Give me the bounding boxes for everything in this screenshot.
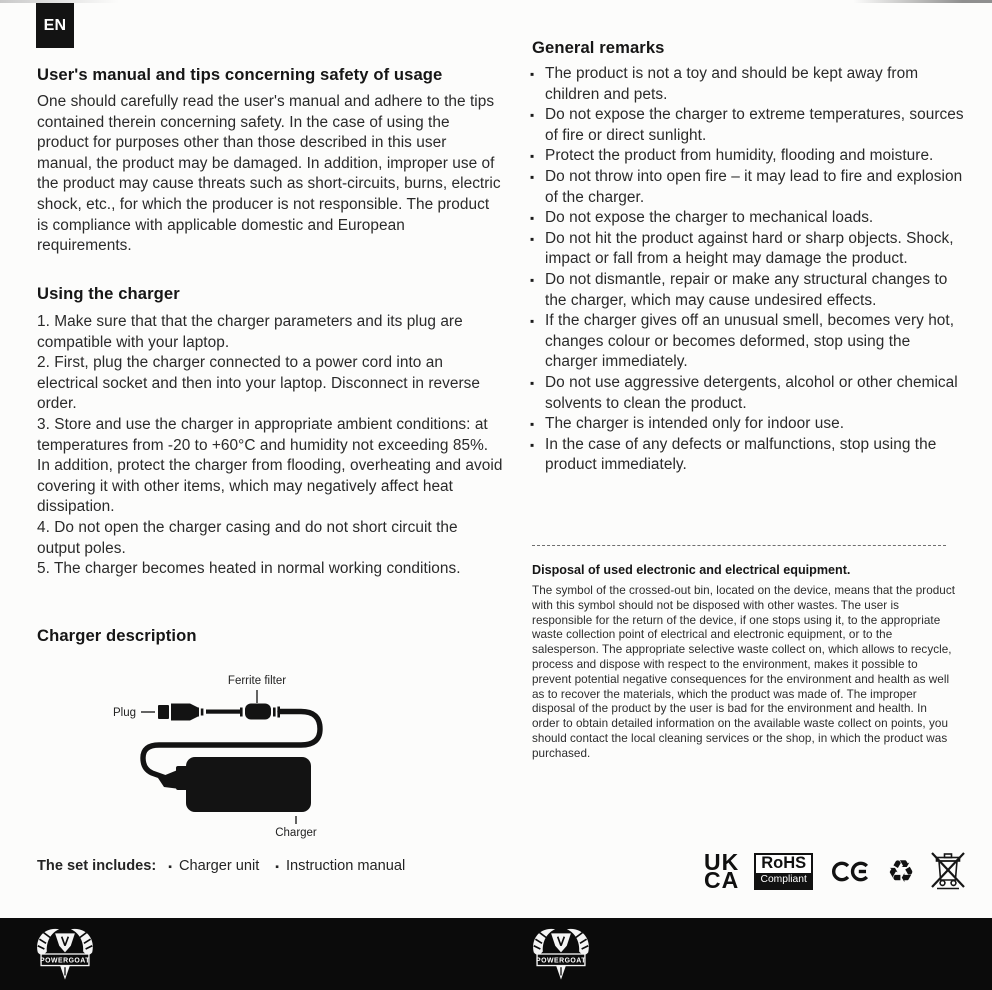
list-item bbox=[530, 208, 964, 229]
set-includes-item bbox=[168, 858, 259, 874]
bullet-icon: ▪ bbox=[530, 149, 535, 164]
remark-text: Do not dismantle, repair or make any structural changes to the charger, which may cause undesired effects. bbox=[545, 270, 948, 309]
list-item bbox=[530, 270, 964, 311]
bullet-icon: ▪ bbox=[275, 861, 279, 873]
rohs-mark bbox=[754, 853, 813, 890]
powergoat-logo bbox=[32, 923, 98, 985]
weee-bin-icon bbox=[930, 850, 966, 892]
bullet-icon: ▪ bbox=[530, 67, 535, 81]
certification-marks bbox=[704, 848, 966, 894]
language-badge bbox=[36, 3, 74, 48]
recycling-icon: ♻ bbox=[887, 853, 915, 889]
using-step: 2. First, plug the charger connected to a power cord into an electrical socket and then into your laptop. Disconnect in reverse order. bbox=[37, 354, 481, 413]
bullet-icon: ▪ bbox=[168, 861, 172, 873]
description-section-title: Charger description bbox=[37, 626, 197, 645]
remark-text: In the case of any defects or malfunctions, stop using the product immediately. bbox=[545, 435, 937, 474]
using-step: 5. The charger becomes heated in normal working conditions. bbox=[37, 560, 461, 578]
list-item bbox=[530, 146, 964, 167]
remark-text: Do not expose the charger to mechanical loads. bbox=[545, 209, 874, 227]
remark-text: Do not throw into open fire – it may lead to fire and explosion of the charger. bbox=[545, 167, 963, 206]
safety-section-title: User's manual and tips concerning safety of usage bbox=[37, 65, 443, 84]
list-item bbox=[530, 435, 964, 476]
disposal-title: Disposal of used electronic and electrical equipment. bbox=[532, 563, 851, 577]
remark-text: Do not expose the charger to extreme temperatures, sources of fire or direct sunlight. bbox=[545, 106, 964, 144]
set-includes-item-label: Charger unit bbox=[178, 858, 260, 874]
using-section-title: Using the charger bbox=[37, 284, 180, 303]
using-step: 4. Do not open the charger casing and do not short circuit the output poles. bbox=[37, 518, 458, 557]
charger-label: Charger bbox=[275, 827, 317, 839]
bullet-icon: ▪ bbox=[530, 272, 535, 287]
list-item bbox=[530, 311, 964, 373]
rohs-compliant-label: Compliant bbox=[756, 873, 811, 888]
list-item bbox=[530, 373, 964, 414]
remark-text: If the charger gives off an unusual smell, becomes very hot, changes colour or becomes deformed, stop using the charger immediately. bbox=[545, 312, 955, 371]
ce-mark-icon bbox=[828, 856, 872, 887]
set-includes-item-label: Instruction manual bbox=[286, 858, 406, 874]
language-badge-label: EN bbox=[43, 16, 67, 34]
bullet-icon: ▪ bbox=[530, 211, 535, 226]
powergoat-wordmark: POWERGOAT bbox=[40, 957, 90, 965]
remark-text: Protect the product from humidity, flooding and moisture. bbox=[545, 147, 934, 165]
plug-label: Plug bbox=[112, 707, 136, 719]
bullet-icon: ▪ bbox=[530, 437, 535, 452]
dashed-divider bbox=[532, 545, 946, 546]
footer-bar bbox=[0, 918, 992, 990]
power-cable-graphic bbox=[158, 704, 311, 813]
using-step: 1. Make sure that that the charger parameters and its plug are compatible with your laptop. bbox=[37, 313, 463, 351]
ukca-mark bbox=[704, 848, 740, 893]
general-remarks-title: General remarks bbox=[532, 38, 665, 57]
list-item bbox=[530, 167, 964, 208]
remark-text: The charger is intended only for indoor use. bbox=[545, 415, 845, 433]
list-item bbox=[530, 64, 964, 105]
general-remarks-list bbox=[530, 64, 964, 476]
bullet-icon: ▪ bbox=[530, 108, 535, 123]
using-steps-list bbox=[37, 312, 503, 580]
bullet-icon: ▪ bbox=[530, 314, 535, 329]
bullet-icon: ▪ bbox=[530, 231, 535, 246]
scan-edge-artifact bbox=[0, 0, 992, 3]
powergoat-wordmark: POWERGOAT bbox=[536, 957, 586, 965]
charger-diagram bbox=[58, 660, 438, 850]
list-item bbox=[530, 229, 964, 270]
bullet-icon: ▪ bbox=[530, 169, 535, 184]
set-includes-item bbox=[275, 858, 405, 874]
using-step: 3. Store and use the charger in appropriate ambient conditions: at temperatures from -20 to +60°C and humidity not exceeding 85%. In addition, protect the charger from flooding, overheating and avoid covering it with other items, which may negatively affect heat dissipation. bbox=[37, 415, 503, 516]
ukca-line2: CA bbox=[704, 867, 740, 893]
remark-text: Do not use aggressive detergents, alcohol or other chemical solvents to clean the product. bbox=[545, 373, 958, 412]
ukca-line1: UK bbox=[704, 848, 740, 875]
powergoat-logo bbox=[528, 923, 594, 985]
disposal-body: The symbol of the crossed-out bin, located on the device, means that the product with this symbol should not be disposed with other wastes. The user is responsible for the return of the device, if one stops using it, to the appropriate waste collection point of electrical and electronic equipment, or to the salesperson. The appropriate selective waste collect on, which allows to recycle, process and dispose with respect to the environment, makes it possible to prevent potential negative consequences for the environment and health as well as to recover the materials, which the product was made of. The improper disposal of the product by the user is bad for the environment and health. In order to obtain detailed information on the available waste collect on points, you should contact the local cleaning services or the shop, in which the product was purchased. bbox=[532, 584, 956, 760]
list-item bbox=[530, 105, 964, 146]
set-includes-items bbox=[168, 858, 405, 874]
ferrite-filter-label: Ferrite filter bbox=[227, 675, 287, 687]
set-includes-label: The set includes: bbox=[37, 858, 157, 874]
rohs-label: RoHS bbox=[761, 853, 807, 872]
set-includes-line bbox=[37, 858, 405, 874]
list-item bbox=[530, 414, 964, 435]
bullet-icon: ▪ bbox=[530, 375, 535, 390]
remark-text: Do not hit the product against hard or sharp objects. Shock, impact or fall from a height may damage the product. bbox=[545, 229, 954, 268]
remark-text: The product is not a toy and should be kept away from children and pets. bbox=[545, 65, 919, 103]
safety-section-body: One should carefully read the user's manual and adhere to the tips contained therein concerning safety. In the case of using the product for purposes other than those described in this user manual, the product may be damaged. In addition, improper use of the product may cause threats such as short-circuits, burns, electric shock, etc., for which the producer is not responsible. The product is compliance with applicable domestic and European requirements. bbox=[37, 93, 501, 255]
bullet-icon: ▪ bbox=[530, 417, 535, 432]
